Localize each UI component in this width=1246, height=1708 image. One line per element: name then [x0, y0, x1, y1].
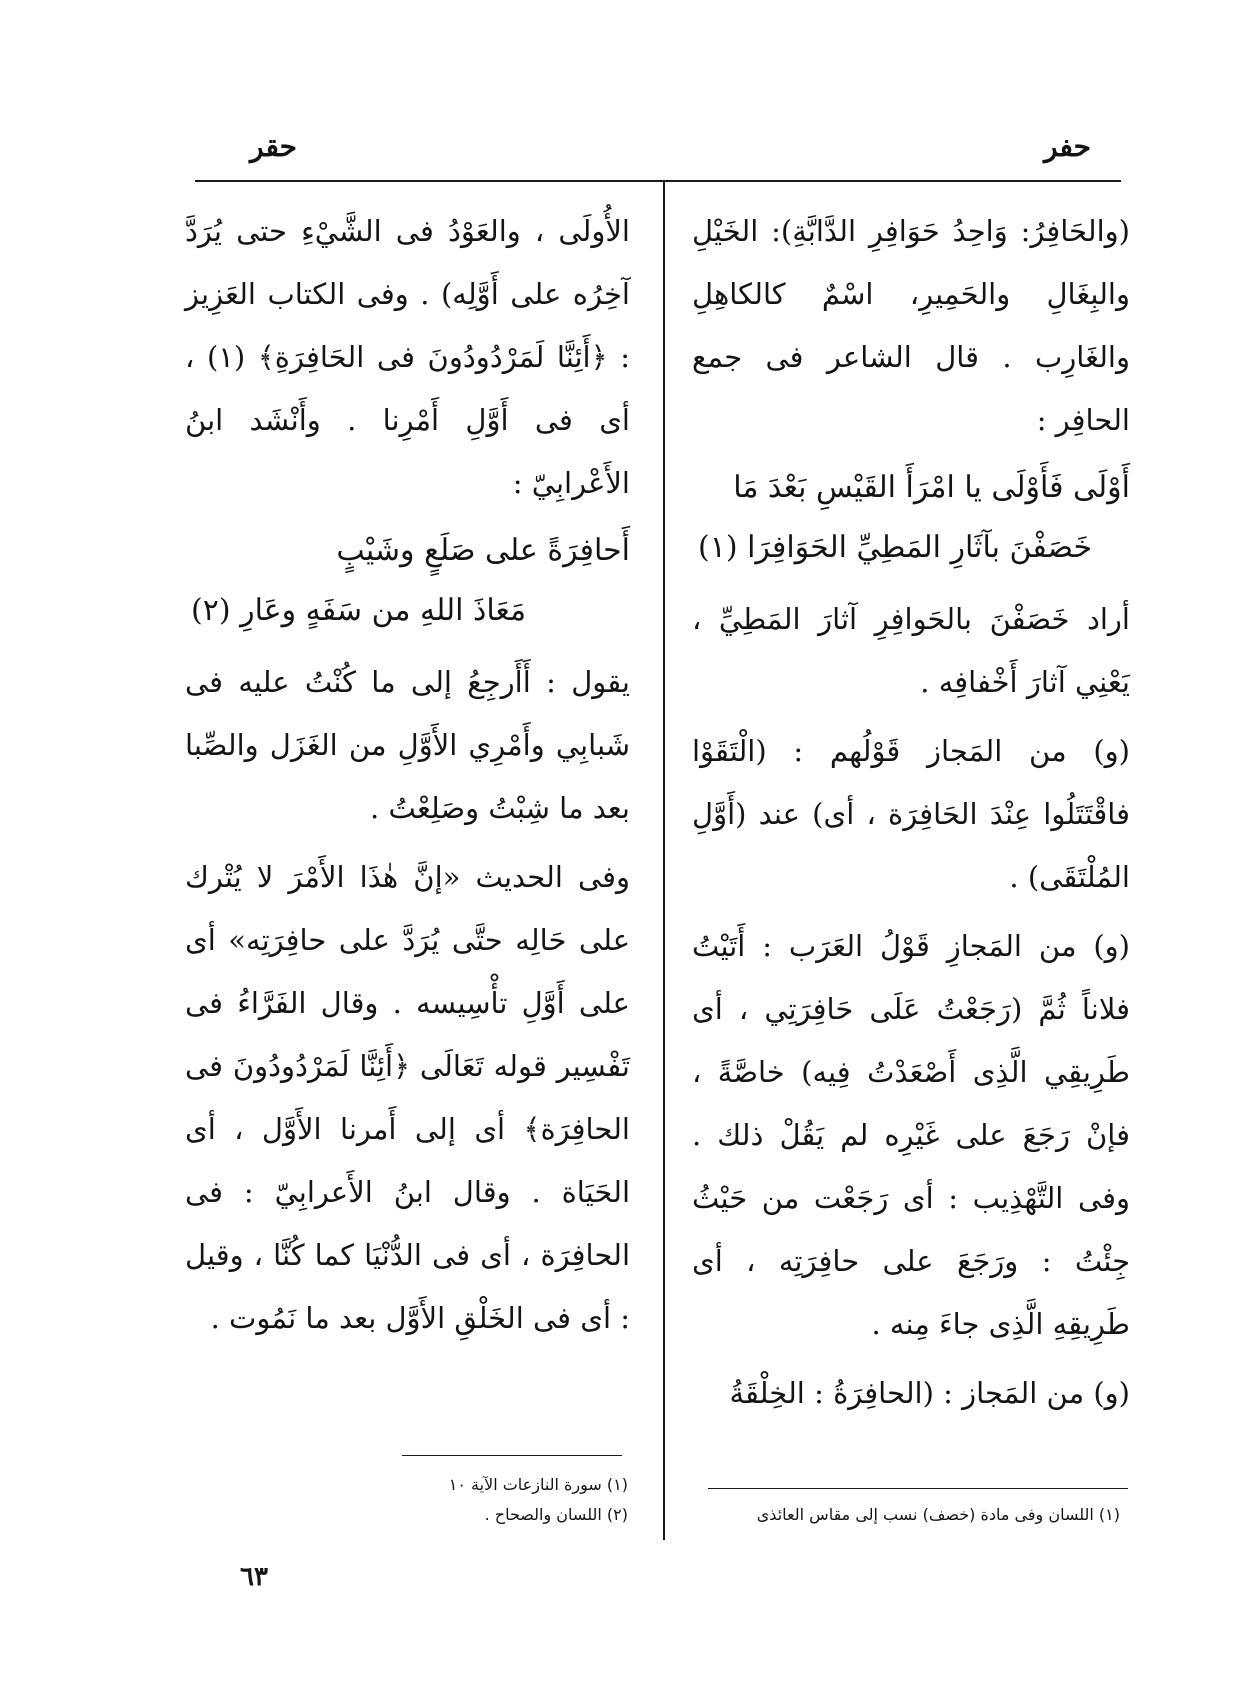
- entry-paragraph: (و) من المَجازِ قَوْلُ العَرَب : أَتَيْتُ فلاناً ثُمَّ (رَجَعْتُ عَلَى حَافِرَتِي ، أى طَرِيقِي الَّذِى أَصْعَدْتُ فِيه) خاصَّةً ، فإنْ رَجَعَ على غَيْرِه لم يَقُلْ ذلك . وفى التَّهْذِيب : أى رَجَعْت من حَيْثُ جِئْتُ : ورَجَعَ على حافِرَتِه ، أى طَرِيقِهِ الَّذِى جاءَ مِنه .: [692, 929, 1130, 1341]
- footnote: (١) سورة النازعات الآية ١٠: [448, 1475, 628, 1494]
- verse-hemistich-2: مَعَاذَ اللهِ من سَفَهٍ وعَارِ (٢): [191, 593, 527, 628]
- running-title-right: حفر: [1044, 130, 1091, 163]
- entry-paragraph: (و) من المَجاز : (الحافِرَةُ : الخِلْقَةُ: [729, 1376, 1130, 1410]
- page-number: ٦٣: [240, 1562, 268, 1592]
- entry-paragraph: وفى الحديث «إنَّ هٰذَا الأَمْرَ لا يُتْرك على حَالِه حتَّى يُرَدَّ على حافِرَتِه» أى على أَوَّلِ تأْسِيسه . وقال الفَرَّاءُ فى تَفْسِير قوله تَعَالَى ﴿أَئِنَّا لَمَرْدُودُونَ فى الحافِرَة﴾ أى إلى أَمرنا الأَوَّل ، أى الحَيَاة . وقال ابنُ الأَعرابِيّ : فى الحافِرَة ، أى فى الدُّنْيَا كما كُنَّا ، وقيل : أى فى الخَلْقِ الأَوَّل بعد ما نَمُوت .: [185, 860, 630, 1335]
- poem-verse: [185, 521, 630, 641]
- verse-hemistich-1: أَوْلَى فَأَوْلَى يا امْرَأَ القَيْسِ بَعْدَ مَا: [733, 470, 1130, 505]
- running-title-left: حقر: [250, 130, 297, 163]
- verse-hemistich-1: أَحافِرَةً على صَلَعٍ وشَيْبٍ: [336, 533, 630, 568]
- footnote: (١) اللسان وفى مادة (خصف) نسب إلى مقاس العائذى: [756, 1505, 1120, 1524]
- footnotes-left: [350, 1470, 628, 1530]
- entry-paragraph: (والحَافِرُ: وَاحِدُ حَوَافِرِ الدَّابَّةِ): الخَيْلِ والبِغَالِ والحَمِيرِ، اسْمٌ كالكاهِلِ والغَارِب . قال الشاعر فى جمع الحافِر :: [692, 214, 1130, 437]
- entry-paragraph: يقول : أَأَرجِعُ إلى ما كُنْتُ عليه فى شَبابِي وأَمْرِي الأَوَّلِ من الغَزَل والصِّبا بعد ما شِبْتُ وصَلِعْتُ .: [185, 665, 630, 825]
- entry-paragraph: (و) من المَجاز قَوْلُهم : (الْتَقَوْا فاقْتَتَلُوا عِنْدَ الحَافِرَة ، أى) عند (أَوَّلِ المُلْتَقَى) .: [692, 734, 1130, 894]
- footnote-rule-right: [708, 1488, 1128, 1489]
- column-divider: [663, 180, 665, 1540]
- entry-paragraph: الأُولَى ، والعَوْدُ فى الشَّيْءِ حتى يُرَدَّ آخِرُه على أَوَّلِه) . وفى الكتاب العَزِيز : ﴿أَئِنَّا لَمَرْدُودُونَ فى الحَافِرَةِ﴾ (١) ، أى فى أَوَّلِ أَمْرِنا . وأَنْشَد ابنُ الأَعْرابِيّ :: [185, 214, 630, 500]
- header-rule: [195, 180, 1121, 182]
- right-column: [692, 200, 1130, 1431]
- poem-verse: [692, 458, 1130, 578]
- footnote-rule-left: [402, 1455, 622, 1456]
- verse-hemistich-2: خَصَفْنَ بآثَارِ المَطِيِّ الحَوَافِرَا (١): [698, 530, 1093, 565]
- left-column: [185, 200, 630, 1356]
- footnote: (٢) اللسان والصحاح .: [484, 1505, 628, 1524]
- entry-paragraph: أراد خَصَفْنَ بالحَوافِرِ آثارَ المَطِيِّ ، يَعْنِي آثارَ أَخْفافِه .: [692, 602, 1130, 699]
- footnotes-right: [700, 1500, 1120, 1530]
